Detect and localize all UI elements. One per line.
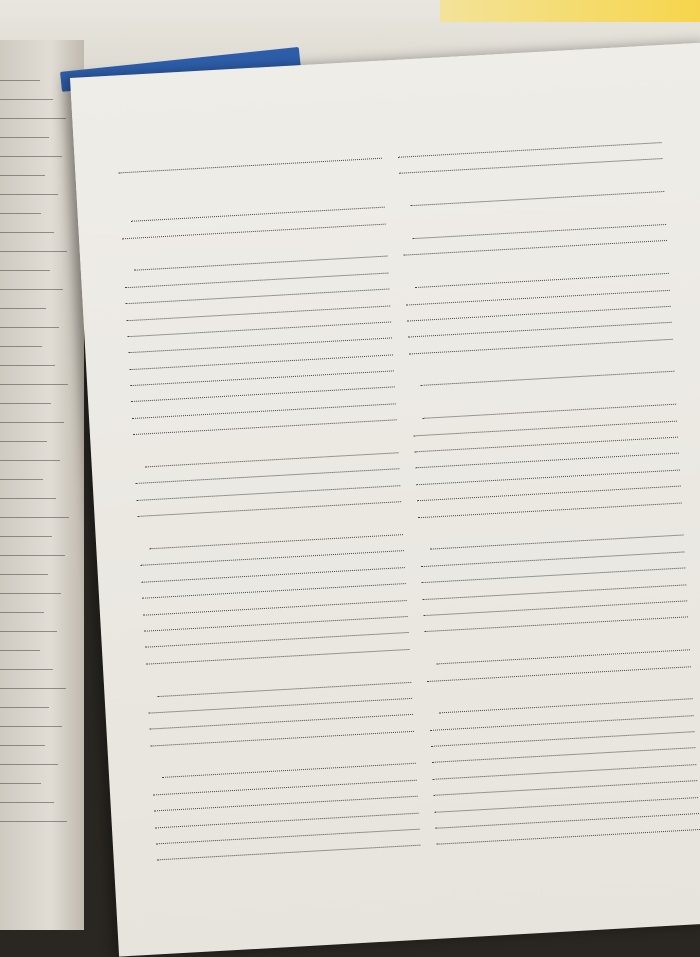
facing-page-text-line [0,783,41,784]
facing-page-text-line [0,707,49,708]
facing-page-text-line [0,384,68,385]
facing-page-text-line [0,745,45,746]
facing-page-text-line [0,821,67,822]
facing-page-text-line [0,118,66,119]
facing-page-text-line [0,251,67,252]
facing-page-text-line [0,270,50,271]
facing-page-text-line [0,536,52,537]
facing-page-text-line [0,175,45,176]
toc-left-column [116,161,425,880]
contents-page [70,42,700,956]
facing-page-text-line [0,308,46,309]
facing-page-text-line [0,612,44,613]
facing-page-text-line [0,460,60,461]
facing-page-text-line [0,498,56,499]
facing-page-text-line [0,80,40,81]
facing-page-text-line [0,365,55,366]
facing-page-text-line [0,156,62,157]
page-title [72,80,700,116]
facing-page-text-line [0,422,64,423]
facing-page-text-line [0,194,58,195]
facing-page-text-line [0,441,47,442]
facing-page-text-line [0,688,66,689]
facing-page-text-line [0,574,48,575]
facing-page-text-line [0,327,59,328]
facing-page-text-line [0,764,58,765]
facing-page-text-line [0,137,49,138]
leader-dots [118,158,382,174]
facing-page-text-line [0,403,51,404]
facing-page-text-line [0,232,54,233]
facing-page-text-line [0,631,57,632]
facing-page-text-line [0,213,41,214]
facing-page-edge [0,40,84,930]
facing-page-text-line [0,802,54,803]
facing-page-text-line [0,346,42,347]
facing-page-text-line [0,650,40,651]
facing-page-text-line [0,726,62,727]
toc-right-column [395,145,700,864]
facing-page-text-line [0,289,63,290]
facing-page-text-line [0,99,53,100]
book-edge-yellow [440,0,700,22]
facing-page-text-line [0,669,53,670]
leader-dots [398,142,662,158]
facing-page-text-line [0,593,61,594]
facing-page-text-line [0,479,43,480]
facing-page-text-line [0,555,65,556]
facing-page-text-line [0,517,69,518]
